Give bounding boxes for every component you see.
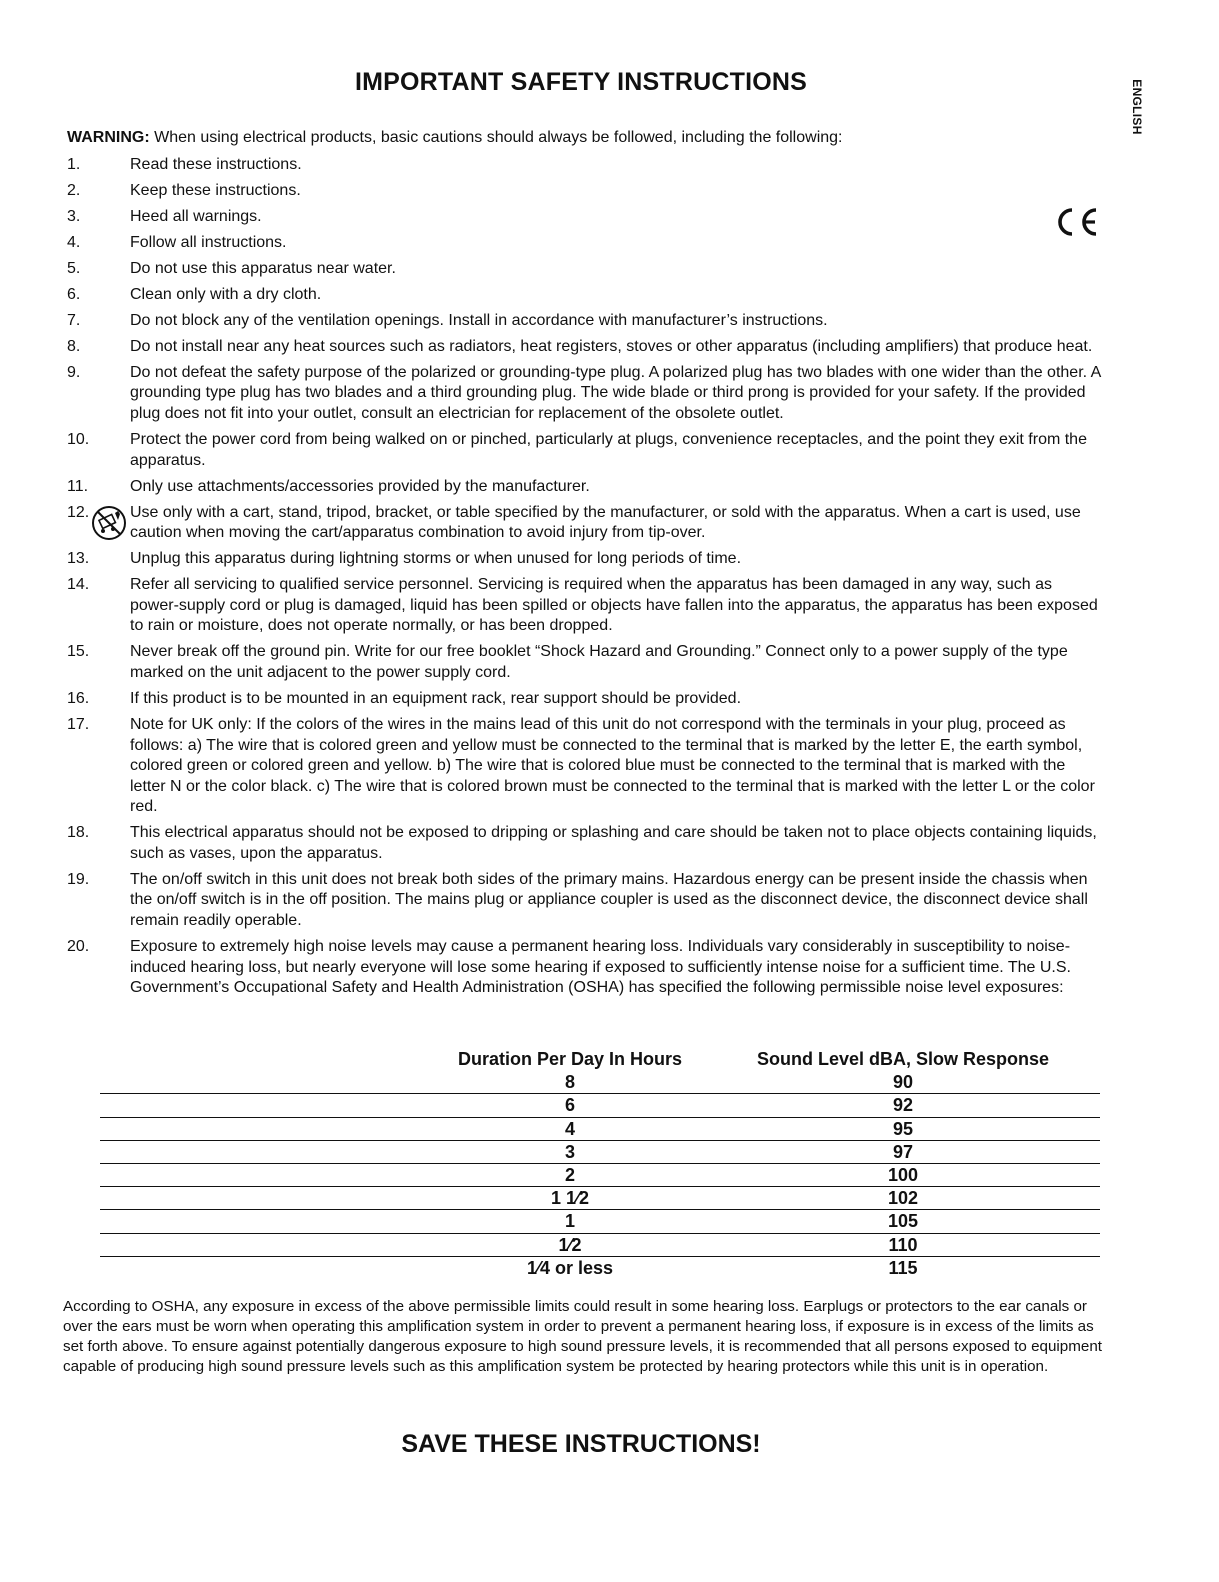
item-text: Keep these instructions. (130, 181, 301, 199)
item-number: 1. (67, 156, 81, 173)
instruction-item (67, 155, 1102, 176)
table-header-sound-level: Sound Level dBA, Slow Response (756, 1049, 1050, 1070)
save-instructions-heading: SAVE THESE INSTRUCTIONS! (401, 1430, 761, 1458)
table-row (100, 1117, 1100, 1140)
noise-exposure-table (100, 1048, 1100, 1279)
item-number: 5. (67, 259, 81, 277)
item-number: 8. (67, 337, 81, 355)
instruction-item (67, 207, 1102, 228)
duration-cell: 4 (564, 1118, 575, 1139)
sound-level-cell: 105 (887, 1211, 919, 1232)
item-text: Protect the power cord from being walked on or pinched, particularly at plugs, convenience receptacles, and the point they exit from the apparatus. (130, 431, 1087, 469)
duration-cell: 8 (564, 1072, 575, 1093)
sound-level-cell: 110 (888, 1234, 918, 1255)
instruction-item (67, 575, 1102, 637)
table-row (100, 1094, 1100, 1117)
instruction-item (67, 477, 1102, 498)
duration-cell: 1 1⁄2 (550, 1188, 590, 1209)
instruction-item (67, 337, 1102, 358)
item-text: Do not block any of the ventilation openings. Install in accordance with manufacturer’s instructions. (130, 311, 828, 329)
item-number: 17. (67, 715, 90, 733)
item-text: Do not install near any heat sources such as radiators, heat registers, stoves or other apparatus (including amplifiers) that produce heat. (130, 337, 1093, 355)
instruction-item (67, 823, 1102, 864)
item-number: 10. (67, 431, 90, 449)
item-text: Do not defeat the safety purpose of the polarized or grounding-type plug. A polarized plug has two blades with one wider than the other. A grounding type plug has two blades and a third grounding plug. The wide blade or third prong is provided for your safety. If the provided plug does not fit into your outlet, consult an electrician for replacement of the obsolete outlet. (130, 363, 1101, 423)
item-text: Note for UK only: If the colors of the wires in the mains lead of this unit do not correspond with the terminals in your plug, proceed as follows: a) The wire that is colored green and yellow must be connected to the terminal that is marked by the letter E, the earth symbol, colored green or colored green and yellow. b) The wire that is colored blue must be connected to the terminal that is marked with the letter N or the color black. c) The wire that is colored brown must be connected to the terminal that is marked with the letter L or the color red. (130, 715, 1095, 816)
item-text: Use only with a cart, stand, tripod, bracket, or table specified by the manufacturer, or sold with the apparatus. When a cart is used, use caution when moving the cart/apparatus combination to avoid injury from tip-over. (130, 503, 1081, 542)
item-text: If this product is to be mounted in an equipment rack, rear support should be provided. (130, 689, 742, 707)
table-row (100, 1233, 1100, 1256)
sound-level-cell: 92 (892, 1095, 914, 1116)
table-row (100, 1256, 1100, 1279)
instruction-item (67, 642, 1102, 683)
language-label: ENGLISH (1130, 79, 1144, 135)
item-number: 15. (67, 643, 90, 661)
instruction-item (67, 363, 1102, 425)
warning-line (67, 129, 842, 147)
item-text: Only use attachments/accessories provided by the manufacturer. (130, 477, 590, 495)
item-number: 12. (67, 503, 90, 521)
instruction-item (67, 937, 1102, 999)
osha-paragraph: According to OSHA, any exposure in excess of the above permissible limits could result in some hearing loss. Earplugs or protectors to the ear canals or over the ears must be worn when operating this amplification system in order to prevent a permanent hearing loss, if exposure is in excess of the limits as set forth above. To ensure against potentially dangerous exposure to high sound pressure levels, it is recommended that all persons exposed to equipment capable of producing high sound pressure levels such as this amplification system be protected by hearing protectors while this unit is in operation. (63, 1298, 1103, 1375)
page-title: IMPORTANT SAFETY INSTRUCTIONS (354, 68, 808, 96)
warning-text: When using electrical products, basic cautions should always be followed, including the following: (149, 129, 843, 146)
item-number: 3. (67, 207, 81, 225)
sound-level-cell: 90 (892, 1072, 914, 1093)
instruction-item (67, 549, 1102, 570)
item-number: 19. (67, 870, 90, 888)
item-number: 9. (67, 363, 81, 381)
item-text: Read these instructions. (130, 156, 302, 173)
instruction-item (67, 285, 1102, 306)
sound-level-cell: 100 (887, 1165, 919, 1186)
item-text: Do not use this apparatus near water. (130, 259, 396, 277)
item-number: 7. (67, 311, 81, 329)
instruction-item (67, 181, 1102, 202)
cart-tip-over-warning-icon (91, 505, 127, 541)
warning-label: WARNING: (67, 129, 150, 146)
instruction-item (67, 503, 1102, 544)
item-number: 18. (67, 824, 90, 842)
sound-level-cell: 102 (887, 1188, 919, 1209)
item-text: This electrical apparatus should not be exposed to dripping or splashing and care should be taken not to place objects containing liquids, such as vases, upon the apparatus. (130, 824, 1097, 862)
duration-cell: 3 (564, 1141, 575, 1162)
item-number: 20. (67, 938, 90, 956)
duration-cell: 1 (564, 1211, 575, 1232)
instruction-item (67, 311, 1102, 332)
item-text: Unplug this apparatus during lightning storms or when unused for long periods of time. (130, 550, 742, 568)
instruction-item (67, 259, 1102, 280)
item-text: Never break off the ground pin. Write for our free booklet “Shock Hazard and Grounding.” Connect only to a power supply of the type marked on the unit adjacent to the power supply cord. (130, 643, 1068, 681)
duration-cell: 6 (564, 1095, 575, 1116)
table-row (100, 1187, 1100, 1210)
sound-level-cell: 97 (892, 1141, 914, 1162)
item-text: Clean only with a dry cloth. (130, 285, 322, 303)
instruction-item (67, 233, 1102, 254)
item-text: The on/off switch in this unit does not break both sides of the primary mains. Hazardous energy can be present inside the chassis when the on/off switch is in the off position. The mains plug or appliance coupler is used as the disconnect device, the disconnect device shall remain readily operable. (130, 870, 1088, 930)
item-number: 4. (67, 233, 81, 251)
table-row (100, 1210, 1100, 1233)
instruction-list (67, 155, 1102, 1004)
item-number: 6. (67, 285, 81, 303)
item-text: Heed all warnings. (130, 207, 262, 225)
item-text: Exposure to extremely high noise levels may cause a permanent hearing loss. Individuals vary considerably in susceptibility to noise-induced hearing loss, but nearly everyone will lose some hearing if exposed to sufficiently intense noise for a sufficient time. The U.S. Government’s Occupational Safety and Health Administration (OSHA) has specified the following permissible noise level exposures: (130, 938, 1071, 997)
instruction-item (67, 870, 1102, 932)
instruction-item (67, 715, 1102, 818)
table-header-duration: Duration Per Day In Hours (457, 1049, 683, 1070)
sound-level-cell: 115 (888, 1257, 918, 1278)
item-number: 2. (67, 181, 81, 199)
duration-cell: 1⁄4 or less (526, 1257, 614, 1278)
instruction-item (67, 430, 1102, 471)
item-text: Follow all instructions. (130, 233, 287, 251)
item-number: 14. (67, 576, 90, 594)
item-number: 13. (67, 550, 90, 568)
table-row (100, 1071, 1100, 1094)
duration-cell: 1⁄2 (558, 1234, 582, 1255)
item-text: Refer all servicing to qualified service personnel. Servicing is required when the apparatus has been damaged in any way, such as power-supply cord or plug is damaged, liquid has been spilled or objects have fallen into the apparatus, the apparatus has been exposed to rain or moisture, does not operate normally, or has been dropped. (130, 576, 1098, 635)
sound-level-cell: 95 (892, 1118, 914, 1139)
instruction-item (67, 689, 1102, 710)
table-row (100, 1163, 1100, 1186)
item-number: 11. (67, 477, 89, 495)
table-row (100, 1140, 1100, 1163)
item-number: 16. (67, 689, 90, 707)
duration-cell: 2 (564, 1165, 575, 1186)
